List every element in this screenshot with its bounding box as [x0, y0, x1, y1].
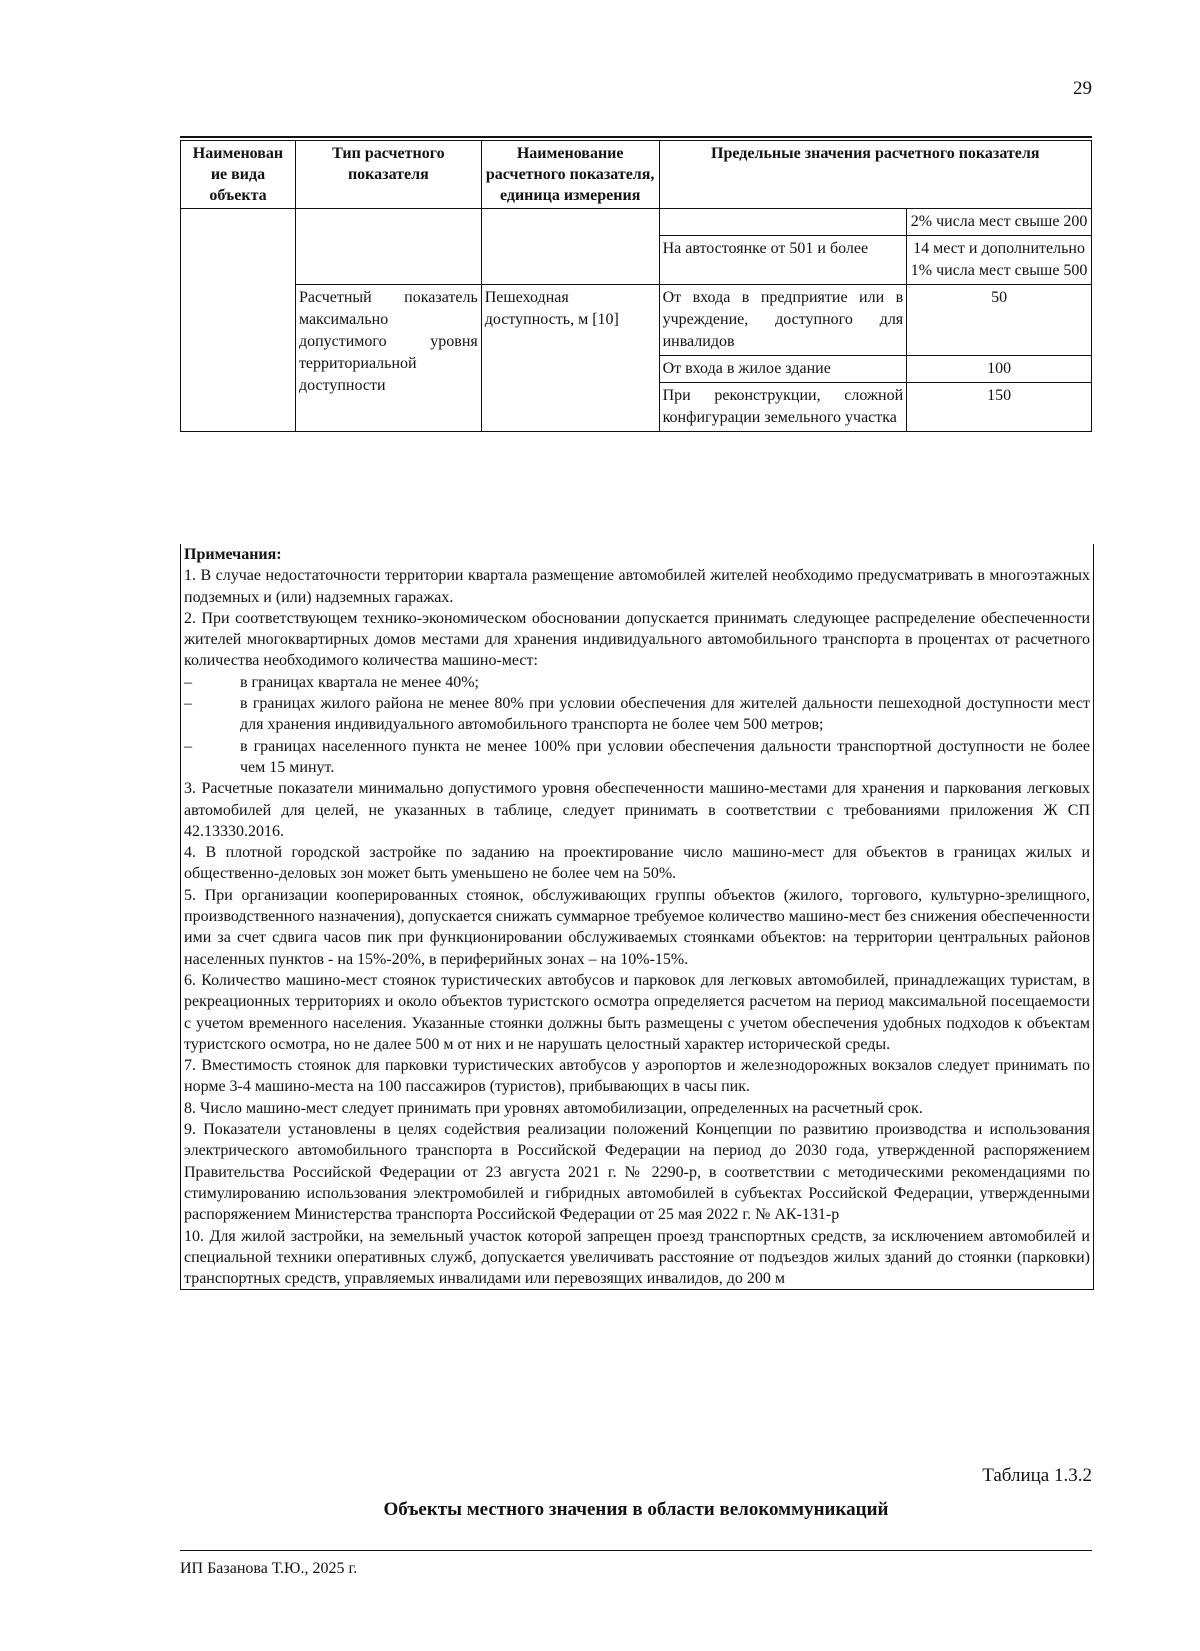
limit-value-cell: 150: [907, 383, 1092, 432]
table-row: [181, 209, 1092, 236]
dash-text: в границах квартала не менее 40%;: [240, 673, 479, 691]
condition-cell: На автостоянке от 501 и более: [659, 236, 907, 285]
note-3: 3. Расчетные показатели минимально допустимого уровня обеспеченности машино-местами для хранения и паркования легковых автомобилей для целей, не указанных в таблице, следует принимать в соответствии с требованиями приложения Ж СП 42.13330.2016.: [184, 780, 1090, 840]
limit-value-cell: 2% числа мест свыше 200: [907, 209, 1092, 236]
note-1: 1. В случае недостаточности территории квартала размещение автомобилей жителей необходимо предусматривать в многоэтажных подземных и (или) надземных гаражах.: [184, 567, 1090, 606]
indicator-name-cell-empty: [481, 209, 659, 285]
limit-value-cell: 100: [907, 356, 1092, 383]
header-indicator-type: Тип расчетного показателя: [295, 141, 481, 209]
table-row: [181, 285, 1092, 356]
section-heading: Объекты местного значения в области велокоммуникаций: [383, 1499, 889, 1520]
note-7: 7. Вместимость стоянок для парковки туристических автобусов у аэропортов и железнодорожных вокзалов следует принимать по норме 3-4 машино-места на 100 пассажиров (туристов), прибывающих в часы пик.: [184, 1057, 1090, 1096]
object-type-cell: [181, 209, 296, 432]
table-label: Таблица 1.3.2: [982, 1465, 1092, 1486]
note-2-dash-item-2: [184, 693, 1090, 736]
header-indicator-name: Наименование расчетного показателя, единица измерения: [481, 141, 659, 209]
dash-text: в границах населенного пункта не менее 100% при условии обеспечения дальности транспортной доступности не более чем 15 минут.: [240, 737, 1090, 776]
dash-text: в границах жилого района не менее 80% при условии обеспечения для жителей дальности пешеходной доступности мест для хранения индивидуального автомобильного транспорта не более чем 500 метров;: [240, 695, 1090, 734]
condition-cell-empty: [659, 209, 907, 236]
footer-text: ИП Базанова Т.Ю., 2025 г.: [180, 1560, 358, 1577]
condition-cell: При реконструкции, сложной конфигурации земельного участка: [659, 383, 907, 432]
note-8: 8. Число машино-мест следует принимать при уровнях автомобилизации, определенных на расчетный срок.: [184, 1099, 923, 1117]
condition-cell: От входа в жилое здание: [659, 356, 907, 383]
note-2: 2. При соответствующем технико-экономическом обосновании допускается принимать следующее распределение обеспеченности жителей многоквартирных домов местами для хранения индивидуального автомобильного транспорта в процентах от расчетного количества необходимого количества машино-мест:: [184, 609, 1090, 670]
dash-marker: –: [184, 695, 192, 713]
indicators-table: [180, 140, 1092, 432]
note-6: 6. Количество машино-мест стоянок туристических автобусов и парковок для легковых автомобилей, принадлежащих туристам, в рекреационных территориях и около объектов туристского осмотра определяется расчетом на период максимальной посещаемости с учетом временного населения. Указанные стоянки должны быть размещены с учетом обеспечения удобных подходов к объектам туристского осмотра, но не далее 500 м от них и не нарушать целостный характер исторической среды.: [184, 971, 1090, 1053]
dash-marker: –: [184, 737, 192, 755]
footer-rule: [180, 1550, 1092, 1551]
header-object-type: Наименован ие вида объекта: [181, 141, 296, 209]
dash-marker: –: [184, 673, 192, 691]
table-header-row: [181, 141, 1092, 209]
note-2-dash-item-3: [184, 736, 1090, 779]
condition-cell: От входа в предприятие или в учреждение, доступного для инвалидов: [659, 285, 907, 356]
header-limit-values: Предельные значения расчетного показателя: [659, 141, 1091, 209]
limit-value-cell: 14 мест и дополнительно 1% числа мест свыше 500: [907, 236, 1092, 285]
note-5: 5. При организации кооперированных стоянок, обслуживающих группы объектов (жилого, торгового, культурно-зрелищного, производственного назначения), допускается снижать суммарное требуемое количество машино-мест без снижения обеспеченности ими за счет сдвига часов пик при функционировании обслуживаемых стоянками объектов: на территории центральных районов населенных пунктов - на 15%-20%, в периферийных зонах – на 10%-15%.: [184, 886, 1090, 968]
notes-block: [180, 544, 1094, 1290]
note-4: 4. В плотной городской застройке по заданию на проектирование число машино-мест для объектов в границах жилых и общественно-деловых зон может быть уменьшено не более чем на 50%.: [184, 844, 1090, 883]
indicator-type-cell: Расчетный показатель максимально допустимого уровня территориальной доступности: [295, 285, 481, 432]
top-rule: [180, 136, 1092, 138]
note-9: 9. Показатели установлены в целях содействия реализации положений Концепции по развитию производства и использования электрического автомобильного транспорта в Российской Федерации на период до 2030 года, утвержденной распоряжением Правительства Российской Федерации от 23 августа 2021 г. № 2290-р, в соответствии с методическими рекомендациями по стимулированию использования электромобилей и гибридных автомобилей в субъектах Российской Федерации, утвержденными распоряжением Министерства транспорта Российской Федерации от 25 мая 2022 г. № АК-131-р: [184, 1121, 1090, 1224]
note-10: 10. Для жилой застройки, на земельный участок которой запрещен проезд транспортных средств, за исключением автомобилей и специальной техники оперативных служб, допускается увеличивать расстояние от подъездов жилых зданий до стоянки (парковки) транспортных средств, управляемых инвалидами или перевозящих инвалидов, до 200 м: [184, 1227, 1090, 1288]
limit-value-cell: 50: [907, 285, 1092, 356]
note-2-dash-item-1: [184, 672, 1090, 693]
notes-title: Примечания:: [184, 546, 282, 563]
page-number: 29: [1073, 78, 1092, 99]
indicator-type-cell-empty: [295, 209, 481, 285]
indicator-name-cell: Пешеходная доступность, м [10]: [481, 285, 659, 432]
